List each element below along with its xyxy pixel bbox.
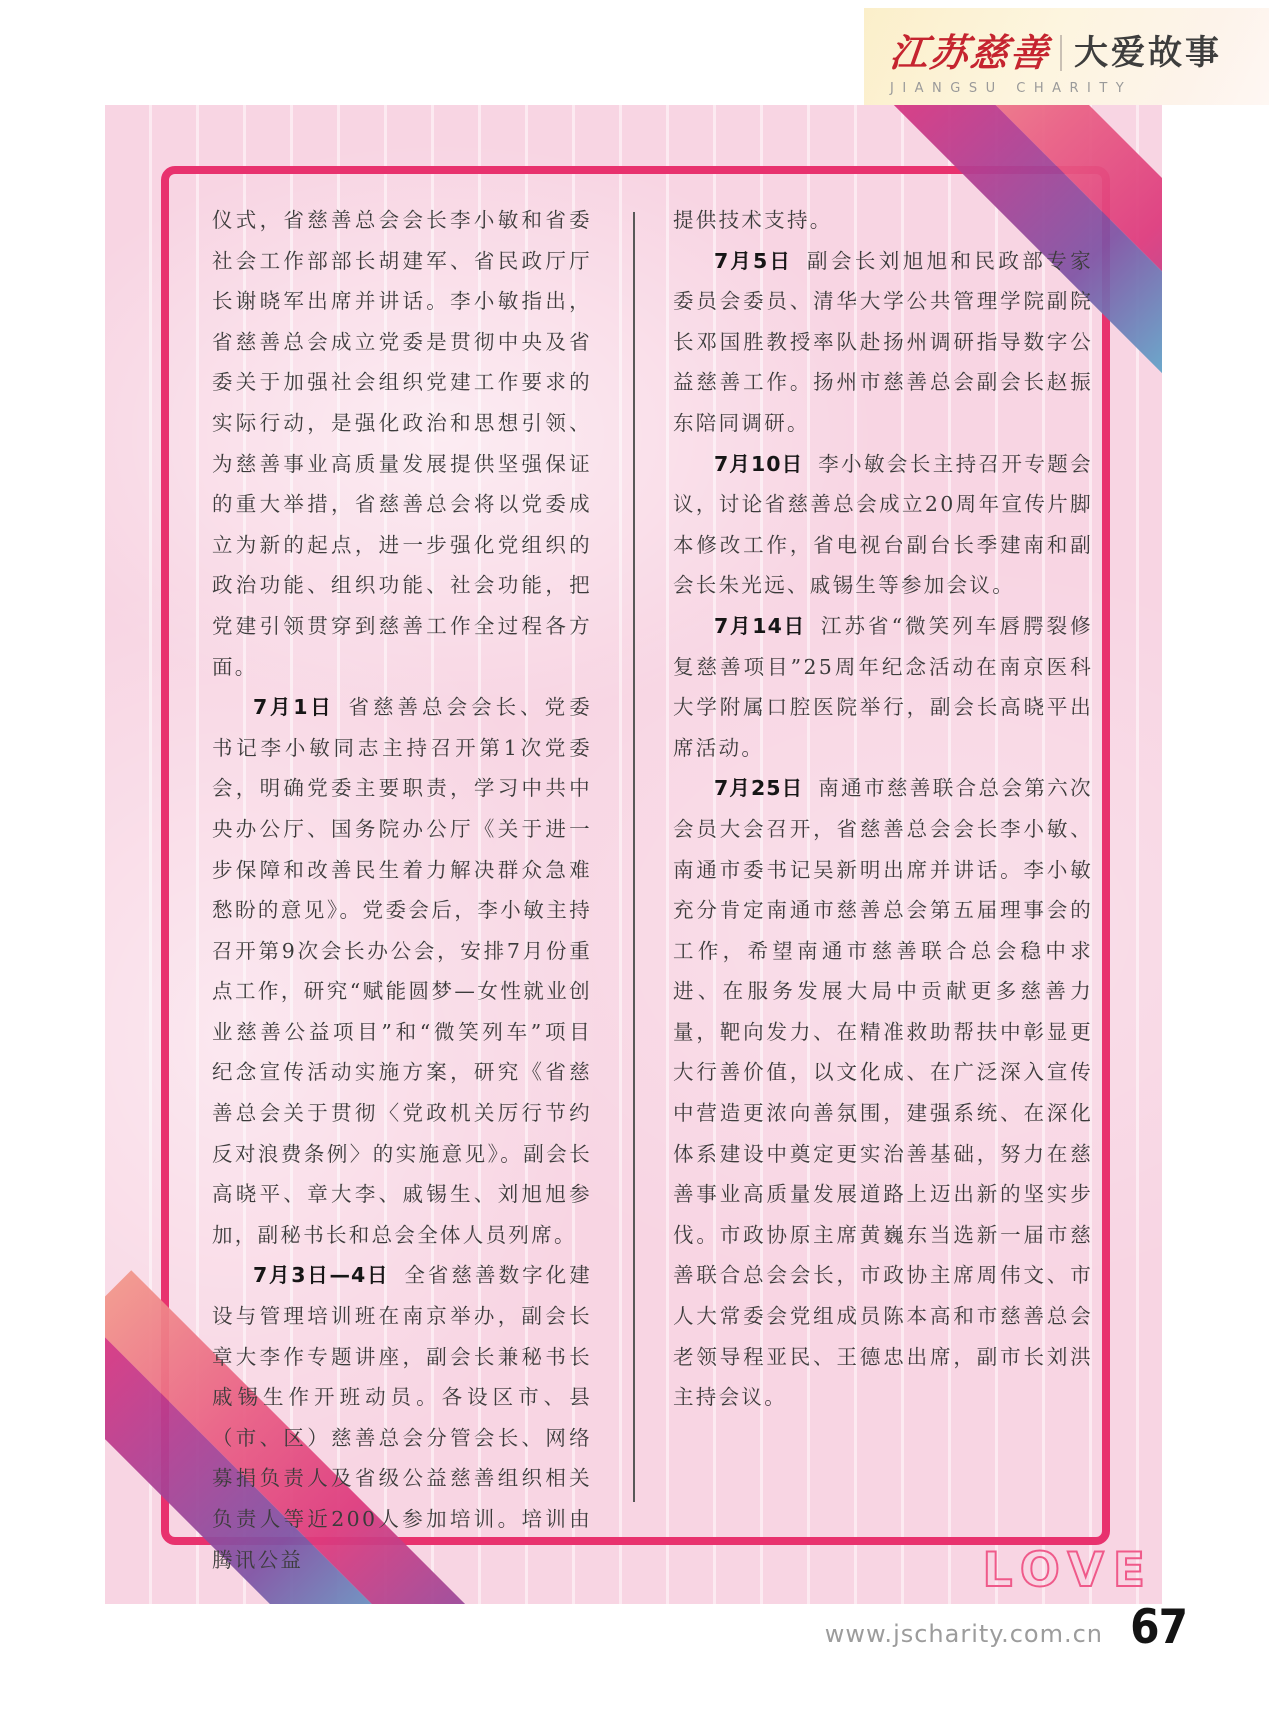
page-number: 67 (1130, 1600, 1187, 1655)
paragraph (673, 444, 1093, 606)
page-background (105, 105, 1162, 1604)
love-wordmark: LOVE (982, 1543, 1154, 1598)
paragraph-text: 提供技术支持。 (673, 208, 833, 232)
article-content (212, 200, 1093, 1580)
masthead (864, 8, 1269, 105)
date-label: 7月3日—4日 (253, 1263, 390, 1288)
paragraph (212, 1255, 592, 1580)
logo-row (887, 30, 1250, 75)
paragraph (673, 241, 1093, 444)
website-url: www.jscharity.com.cn (824, 1620, 1103, 1648)
paragraph (673, 768, 1093, 1418)
paragraph-text: 仪式，省慈善总会会长李小敏和省委社会工作部部长胡建军、省民政厅厅长谢晓军出席并讲话。李小敏指出，省慈善总会成立党委是贯彻中央及省委关于加强社会组织党建工作要求的实际行动，是强化政治和思想引领、为慈善事业高质量发展提供坚强保证的重大举措，省慈善总会将以党委成立为新的起点，进一步强化党组织的政治功能、组织功能、社会功能，把党建引领贯穿到慈善工作全过程各方面。 (212, 208, 592, 679)
paragraph-text: 江苏省“微笑列车唇腭裂修复慈善项目”25周年纪念活动在南京医科大学附属口腔医院举行，副会长高晓平出席活动。 (673, 613, 1093, 760)
date-label: 7月5日 (714, 248, 793, 273)
logo-divider (1060, 35, 1062, 71)
paragraph (212, 687, 592, 1255)
paragraph-text: 南通市慈善联合总会第六次会员大会召开，省慈善总会会长李小敏、南通市委书记吴新明出席并讲话。李小敏充分肯定南通市慈善总会第五届理事会的工作，希望南通市慈善联合总会稳中求进、在服务发展大局中贡献更多慈善力量，靶向发力、在精准救助帮扶中彰显更大行善价值，以文化成、在广泛深入宣传中营造更浓向善氛围，建强系统、在深化体系建设中奠定更实治善基础，努力在慈善事业高质量发展道路上迈出新的坚实步伐。市政协原主席黄巍东当选新一届市慈善联合总会会长，市政协主席周伟文、市人大常委会党组成员陈本高和市慈善总会老领导程亚民、王德忠出席，副市长刘洪主持会议。 (673, 776, 1093, 1410)
paragraph-text: 李小敏会长主持召开专题会议，讨论省慈善总会成立20周年宣传片脚本修改工作，省电视台副台长季建南和副会长朱光远、戚锡生等参加会议。 (673, 451, 1093, 598)
column-right (673, 200, 1093, 1580)
date-label: 7月25日 (714, 776, 804, 801)
paragraph-text: 省慈善总会会长、党委书记李小敏同志主持召开第1次党委会，明确党委主要职责，学习中共中央办公厅、国务院办公厅《关于进一步保障和改善民生着力解决群众急难愁盼的意见》。党委会后，李小敏主持召开第9次会长办公会，安排7月份重点工作，研究“赋能圆梦—女性就业创业慈善公益项目”和“微笑列车”项目纪念宣传活动实施方案，研究《省慈善总会关于贯彻〈党政机关厉行节约反对浪费条例〉的实施意见》。副会长高晓平、章大李、戚锡生、刘旭旭参加，副秘书长和总会全体人员列席。 (212, 695, 593, 1247)
masthead-inner (887, 30, 1250, 96)
column-left (212, 200, 592, 1580)
magazine-logo: 江苏慈善 (887, 30, 1053, 75)
date-label: 7月10日 (714, 451, 804, 476)
paragraph-text: 全省慈善数字化建设与管理培训班在南京举办，副会长章大李作专题讲座，副会长兼秘书长戚锡生作开班动员。各设区市、县（市、区）慈善总会分管会长、网络募捐负责人及省级公益慈善组织相关负责人等近200人参加培训。培训由腾讯公益 (212, 1263, 593, 1572)
paragraph (673, 606, 1093, 768)
paragraph-text: 副会长刘旭旭和民政部专家委员会委员、清华大学公共管理学院副院长邓国胜教授率队赴扬州调研指导数字公益慈善工作。扬州市慈善总会副会长赵振东陪同调研。 (673, 248, 1093, 435)
section-title: 大爱故事 (1074, 33, 1223, 73)
paragraph (212, 200, 592, 687)
date-label: 7月14日 (714, 613, 806, 638)
date-label: 7月1日 (253, 695, 334, 720)
paragraph (673, 200, 1093, 241)
magazine-logo-english: JIANGSU CHARITY (890, 81, 1133, 96)
column-divider (633, 212, 635, 1502)
